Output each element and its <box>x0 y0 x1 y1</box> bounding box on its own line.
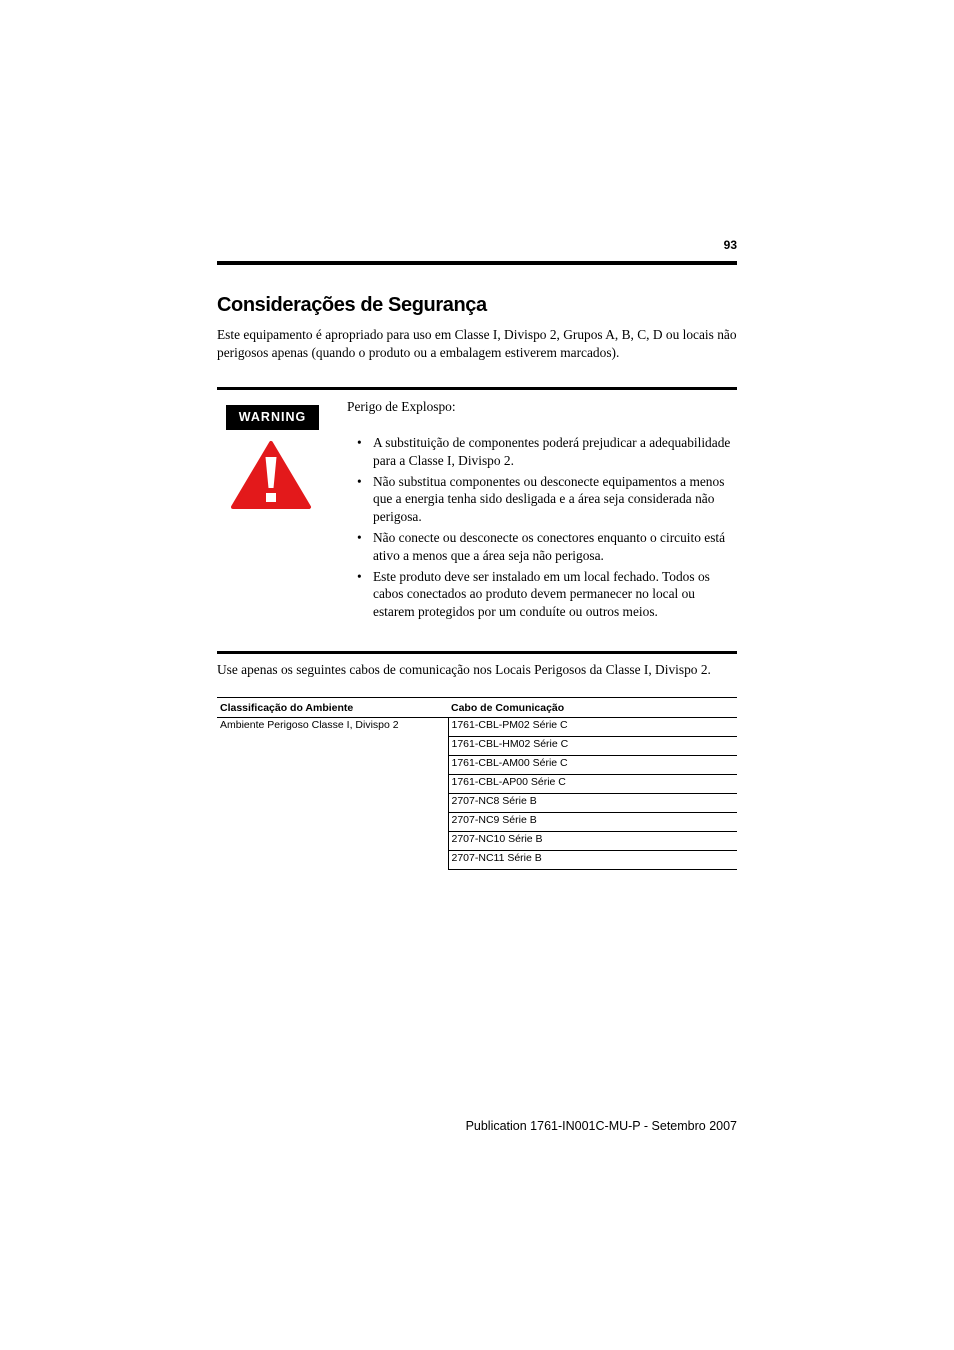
intro-paragraph: Este equipamento é apropriado para uso em Classe I, Divispo 2, Grupos A, B, C, D ou locais não perigosos apenas (quando o produto ou a embalagem estiverem marcados). <box>217 327 737 360</box>
bullet: • <box>357 473 362 489</box>
warning-triangle-icon <box>230 440 312 510</box>
list-item-text: Este produto deve ser instalado em um local fechado. Todos os cabos conectados ao produto devem permanecer no local ou estarem protegidos por um conduíte ou outros meios. <box>373 568 710 620</box>
list-item-text: Não substitua componentes ou desconecte equipamentos a menos que a energia tenha sido desligada e a área seja considerada não perigosa. <box>373 473 725 525</box>
cable-table <box>217 697 737 870</box>
list-item <box>347 434 732 470</box>
cable-intro: Use apenas os seguintes cabos de comunicação nos Locais Perigosos da Classe I, Divispo 2. <box>217 662 711 677</box>
list-item <box>347 568 732 621</box>
cable-cell: 1761-CBL-HM02 Série C <box>448 737 737 756</box>
bullet: • <box>357 529 362 545</box>
list-item-text: A substituição de componentes poderá prejudicar a adequabilidade para a Classe I, Divispo 2. <box>373 435 731 468</box>
bullet: • <box>357 435 362 450</box>
cable-cell: 2707-NC8 Série B <box>448 794 737 813</box>
cable-cell: 1761-CBL-AM00 Série C <box>448 756 737 775</box>
cable-cell: 2707-NC10 Série B <box>448 832 737 851</box>
table-row <box>217 718 737 737</box>
hazard-heading: Perigo de Explospo: <box>347 399 456 414</box>
table-header-row <box>217 698 737 718</box>
warning-badge: WARNING <box>226 405 319 430</box>
section-title: Considerações de Segurança <box>217 294 487 316</box>
hazard-list <box>347 434 732 624</box>
environment-cell: Ambiente Perigoso Classe I, Divispo 2 <box>220 719 399 731</box>
warning-top-rule <box>217 387 737 390</box>
list-item-text: Não conecte ou desconecte os conectores enquanto o circuito está ativo a menos que a área seja não perigosa. <box>373 529 726 563</box>
list-item <box>347 473 732 526</box>
warning-bottom-rule <box>217 651 737 654</box>
column-header-cable: Cabo de Comunicação <box>448 698 737 718</box>
publication-footer: Publication 1761-IN001C-MU-P - Setembro 2007 <box>465 1119 737 1133</box>
cable-cell: 2707-NC9 Série B <box>448 813 737 832</box>
cable-cell: 1761-CBL-PM02 Série C <box>448 718 737 737</box>
bullet: • <box>357 568 362 584</box>
page-number: 93 <box>723 238 737 252</box>
cable-cell: 2707-NC11 Série B <box>448 851 737 870</box>
list-item <box>347 529 732 565</box>
header-rule <box>217 261 737 265</box>
cable-cell: 1761-CBL-AP00 Série C <box>448 775 737 794</box>
column-header-environment: Classificação do Ambiente <box>217 698 448 718</box>
